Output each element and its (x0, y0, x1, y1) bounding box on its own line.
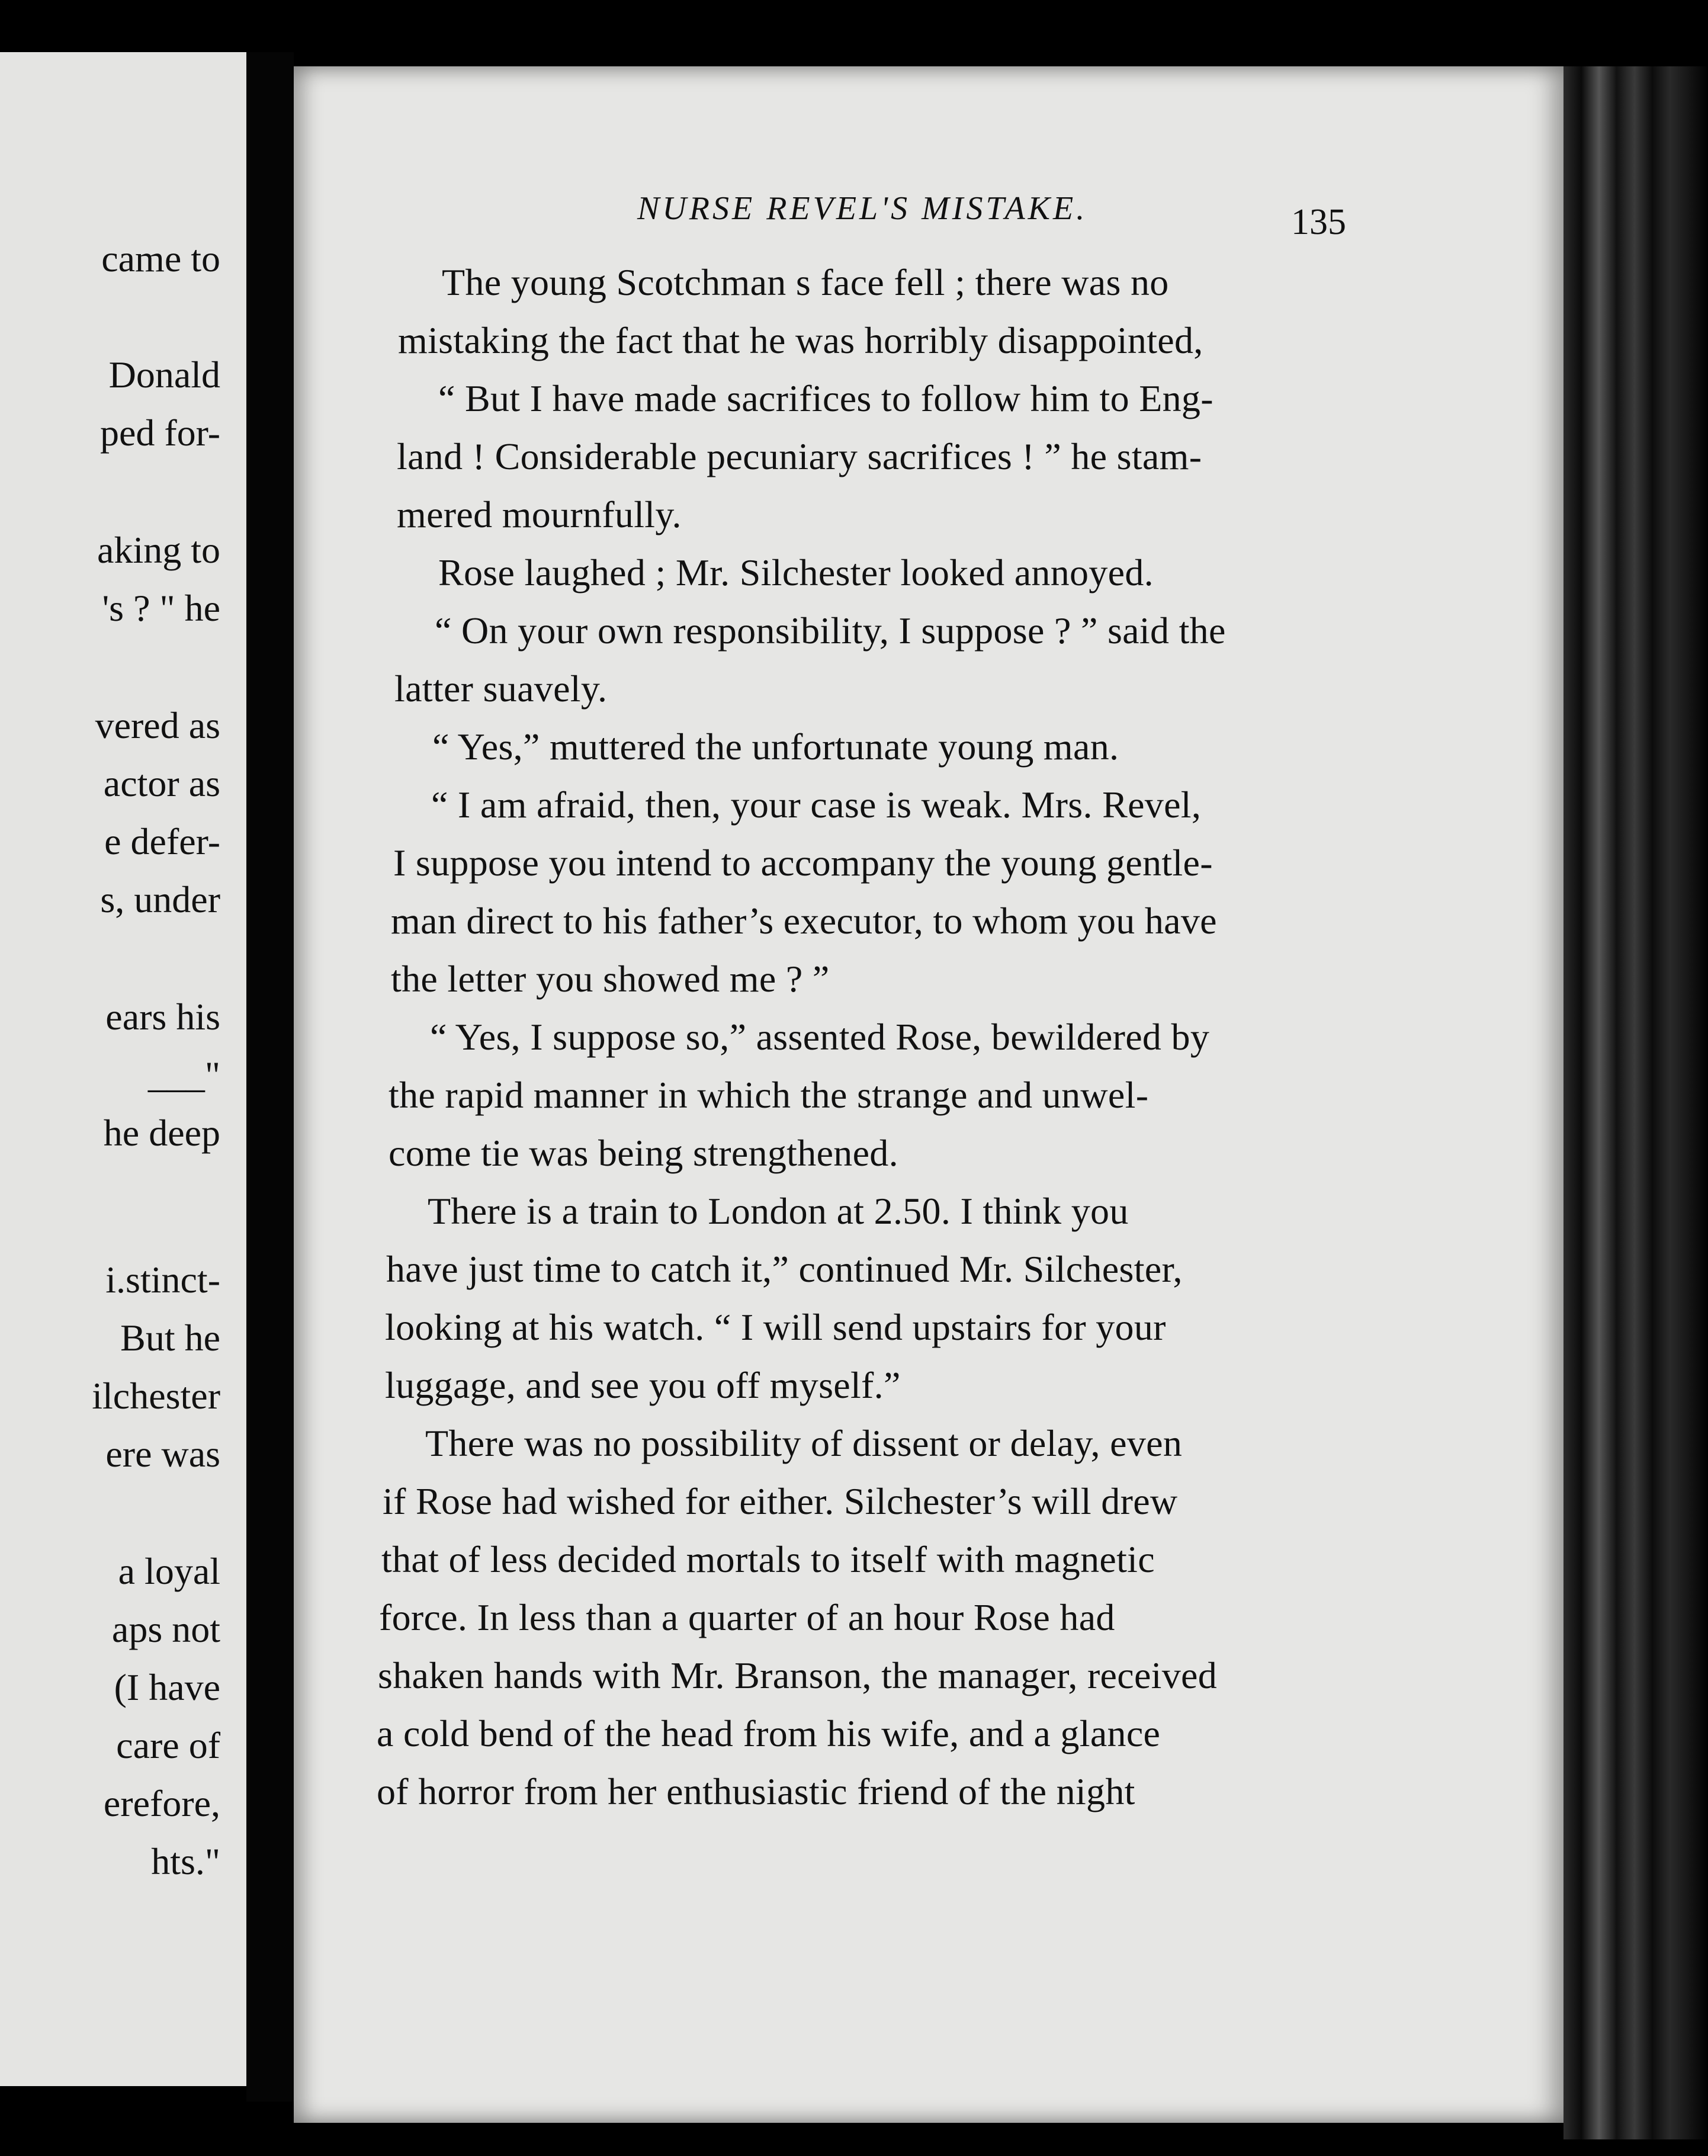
facing-page-line: ere was (105, 1433, 220, 1475)
facing-page-line: aps not (111, 1608, 220, 1650)
body-line: of horror from her enthusiastic friend of the night (377, 1770, 1135, 1812)
body-line: “ On your own responsibility, I suppose ? ” said the (435, 609, 1226, 652)
body-line: mistaking the fact that he was horribly disappointed, (398, 319, 1203, 361)
body-line: force. In less than a quarter of an hour Rose had (379, 1596, 1115, 1638)
body-line: have just time to catch it,” continued Mr. Silchester, (386, 1248, 1183, 1290)
body-line: mered mournfully. (397, 493, 682, 535)
body-line: I suppose you intend to accompany the young gentle- (393, 842, 1213, 884)
facing-page-line: s, under (100, 878, 220, 920)
body-line: the rapid manner in which the strange and unwel- (389, 1074, 1149, 1116)
body-line: man direct to his father’s executor, to whom you have (391, 900, 1217, 942)
body-line: The young Scotchman s face fell ; there was no (442, 261, 1169, 303)
body-line: if Rose had wished for either. Silchester’s will drew (383, 1480, 1178, 1522)
facing-page-line: 's ? " he (102, 587, 220, 629)
running-head: NURSE REVEL'S MISTAKE. (637, 190, 1088, 227)
body-line: the letter you showed me ? ” (391, 958, 830, 1000)
body-line: “ Yes,” muttered the unfortunate young man. (432, 726, 1119, 768)
body-line: latter suavely. (394, 668, 608, 710)
facing-page-line: e defer- (104, 820, 220, 862)
facing-page-line: i.stinct- (105, 1259, 220, 1301)
body-line: land ! Considerable pecuniary sacrifices ! ” he stam- (397, 435, 1202, 477)
facing-page-line: Donald (108, 354, 220, 396)
body-line: looking at his watch. “ I will send upstairs for your (385, 1306, 1166, 1348)
facing-page-line: ped for- (99, 412, 220, 454)
facing-page-line: erefore, (103, 1782, 220, 1824)
facing-page-line: ears his (105, 996, 220, 1038)
body-line: come tie was being strengthened. (389, 1132, 898, 1174)
facing-page-line: aking to (97, 529, 220, 571)
facing-page-line: care of (116, 1724, 220, 1766)
facing-page-line: a loyal (118, 1550, 220, 1592)
body-line: shaken hands with Mr. Branson, the manager, received (378, 1654, 1218, 1696)
body-line: that of less decided mortals to itself with magnetic (381, 1538, 1155, 1580)
facing-page-line: hts." (151, 1840, 220, 1882)
facing-page-line: But he (120, 1317, 220, 1359)
facing-page (0, 52, 246, 2086)
facing-page-line: he deep (103, 1112, 220, 1154)
body-line: a cold bend of the head from his wife, and a glance (377, 1712, 1161, 1754)
body-line: Rose laughed ; Mr. Silchester looked annoyed. (438, 551, 1154, 593)
body-line: There is a train to London at 2.50. I think you (428, 1190, 1129, 1232)
page-number: 135 (1291, 202, 1346, 242)
binding-gutter (246, 52, 294, 2102)
body-line: “ Yes, I suppose so,” assented Rose, bewildered by (430, 1016, 1210, 1058)
facing-page-line: ___" (147, 1054, 220, 1096)
facing-page-line: ilchester (92, 1375, 220, 1417)
body-line: luggage, and see you off myself.” (385, 1364, 901, 1406)
facing-page-line: (I have (114, 1666, 220, 1708)
facing-page-line: actor as (103, 762, 220, 804)
facing-page-line: vered as (95, 704, 220, 746)
body-line: “ I am afraid, then, your case is weak. Mrs. Revel, (431, 784, 1202, 826)
facing-page-line: came to (101, 238, 220, 280)
body-line: There was no possibility of dissent or delay, even (425, 1422, 1183, 1464)
body-line: “ But I have made sacrifices to follow him to Eng- (438, 377, 1213, 419)
page-fore-edge (1563, 66, 1708, 2139)
